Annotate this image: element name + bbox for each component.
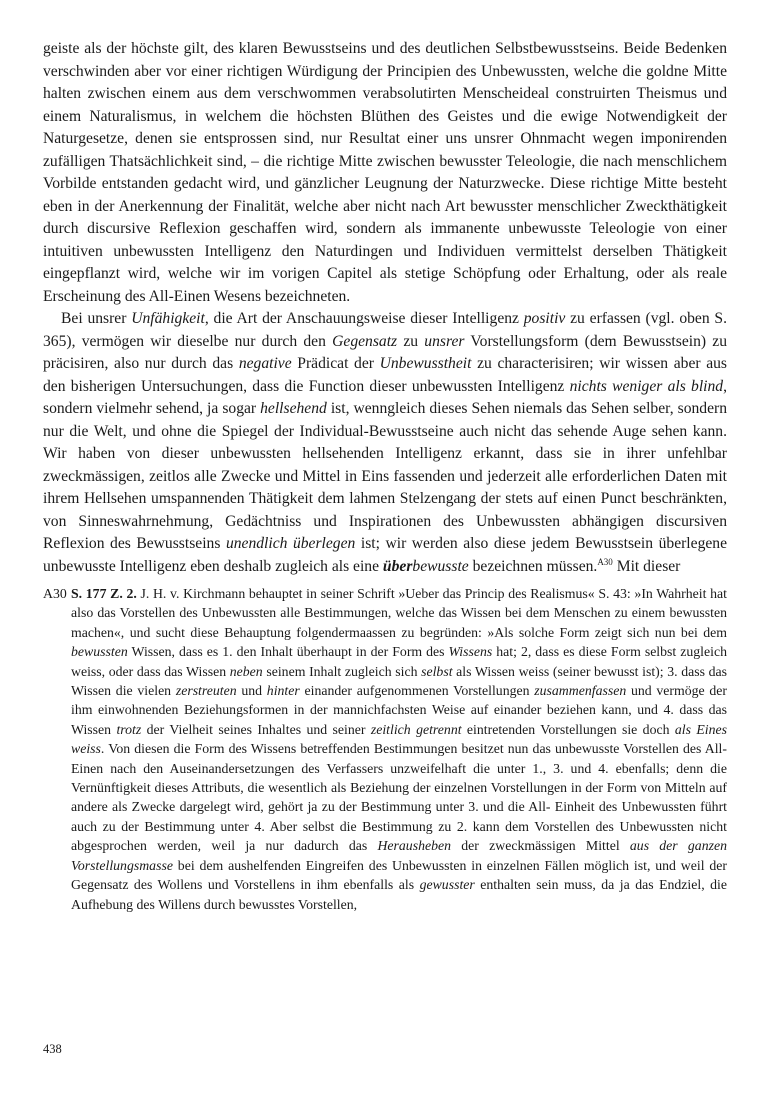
footnote-reference: S. 177 Z. 2. [71, 586, 137, 601]
main-text [43, 38, 727, 578]
footnote-label: A30 [43, 586, 67, 601]
footnote-marker[interactable]: A30 [597, 556, 613, 567]
paragraph-2: Bei unsrer Unfähigkeit, die Art der Anschauungsweise dieser Intelligenz positiv zu erfassen (vgl. oben S. 365), vermögen wir dieselbe nur durch den Gegensatz zu unsrer Vorstellungsform (dem Bewusstsein) zu präcisiren, also nur durch das negative Prädicat der Unbewusstheit zu characterisiren; wir wissen aber aus den bisherigen Untersuchungen, dass die Function dieser unbewussten Intelligenz nichts weniger als blind, sondern vielmehr sehend, ja sogar hellsehend ist, wenngleich dieses Sehen niemals das Sehen selber, sondern nur die Welt, und ohne die Spiegel der Individual-Bewusstseine auch nicht das sehende Auge sehen kann. Wir haben von dieser unbewussten hellsehenden Intelligenz erkannt, dass sie in ihrer unfehlbar zweckmässigen, zeitlos alle Zwecke und Mittel in Eins fassenden und jederzeit alle erforderlichen Daten mit ihrem Hellsehen umspannenden Thätigkeit dem lahmen Stelzengang der stets auf einen Punct beschränkten, von Sinneswahrnehmung, Gedächtniss und Inspirationen des Unbewussten abhängigen discursiven Reflexion des Bewusstseins unendlich überlegen ist; wir werden also diese jedem Bewusstsein überlegene unbewusste Intelligenz eben deshalb zugleich als eine überbewusste bezeichnen müssen.$^{A30}$ Mit dieser [43, 310, 728, 575]
page-body [43, 38, 727, 914]
page-number: 438 [43, 1042, 62, 1056]
footnotes [43, 584, 727, 914]
footnote-a30: A30 S. 177 Z. 2. J. H. v. Kirchmann behauptet in seiner Schrift »Ueber das Princip des Realismus« S. 43: »In Wahrheit hat also das Vorstellen des Unbewussten alle Bestimmungen, welche das Wissen bei dem Menschen zu einem bewussten machen«, und sucht diese Behauptung folgendermaassen zu begründen: »Als solche Form zeigt sich nun bei dem bewussten Wissen, dass es 1. den Inhalt überhaupt in der Form des Wissens hat; 2, dass es diese Form selbst zugleich weiss, oder dass das Wissen neben seinem Inhalt zugleich sich selbst als Wissen weiss (seiner bewusst ist); 3. dass das Wissen die vielen zerstreuten und hinter einander aufgenommenen Vorstellungen zusammenfassen und vermöge der ihm einwohnenden Beziehungsformen in der mannichfachsten Weise auf einander beziehen kann, und 4. dass das Wissen trotz der Vielheit seines Inhaltes und seiner zeitlich getrennt eintretenden Vorstellungen sie doch als Eines weiss. Von diesen die Form des Wissens betreffenden Bestimmungen besitzet nun das unbewusste Vorstellen des All-Einen nach den Auseinandersetzungen des Verfassers unzweifelhaft die unter 1., 3. und 4. ebenfalls; denn die Vernünftigkeit dieses Attributs, die wesentlich als Beziehung der einzelnen Vorstellungen in der Form von Mitteln auf andere als Zwecke dargelegt wird, gehört ja zu der Bestimmung unter 3. und die All- Einheit des Unbewussten führt auch zu der Bestimmung unter 4. Aber selbst die Bestimmung zu 2. kann dem Vorstellen des Unbewussten nicht abgesprochen werden, weil ja nur dadurch das Herausheben der zweckmässigen Mittel aus der ganzen Vorstellungsmasse bei dem aushelfenden Eingreifen des Unbewussten in einzelnen Fällen möglich ist, und weil der Gegensatz des Wollens und Vorstellens in ihm ebenfalls als gewusster enthalten sein muss, da ja das Endziel, die Aufhebung des Willens durch bewusstes Vorstellen, [43, 586, 728, 912]
paragraph-1: geiste als der höchste gilt, des klaren Bewusstseins und des deutlichen Selbstbewusstseins. Beide Bedenken verschwinden aber vor einer richtigen Würdigung der Principien des Unbewussten, welche die goldne Mitte halten zwischen einem aus dem verschwommen verabsolutirten Menscheideal construirten Theismus und einem Naturalismus, in welchem die höchsten Blüthen des Geistes und die ewige Notwendigkeit der Naturgesetze, denen sie entsprossen sind, nur Resultat einer uns unsrer Ohnmacht wegen imponirenden zufälligen Thatsächlichkeit sind, – die richtige Mitte zwischen bewusster Teleologie, die nach menschlichem Vorbilde entstanden gedacht wird, und gänzlicher Leugnung der Naturzwecke. Diese richtige Mitte besteht eben in der Anerkennung der Finalität, welche aber nicht nach Art bewusster menschlicher Zweckthätigkeit durch discursive Reflexion geschaffen wird, sondern als immanente unbewusste Teleologie von einer intuitiven unbewussten Intelligenz den Naturdingen und Individuen vermittelst derselben Thätigkeit eingepflanzt wird, welche wir im vorigen Capitel als stetige Schöpfung oder Erhaltung, oder als reale Erscheinung des All-Einen Wesens bezeichneten. [43, 40, 727, 305]
